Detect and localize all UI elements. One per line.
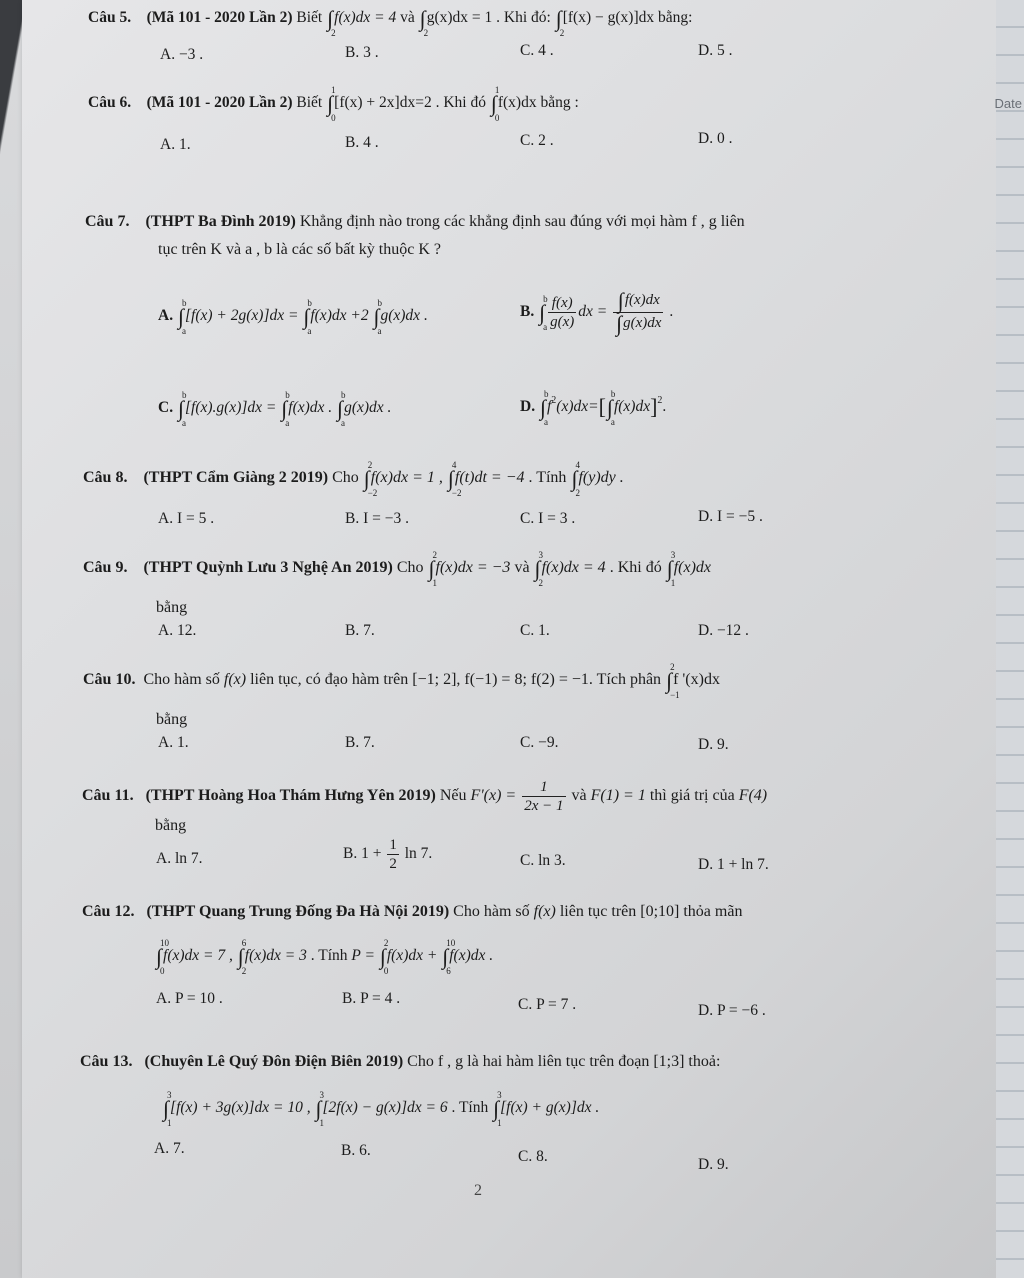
question-12: Câu 12. (THPT Quang Trung Đống Đa Hà Nội 2019) Cho hàm số f(x) liên tục trên [0;10] thỏa mãn	[82, 903, 743, 920]
question-number: Câu 9.	[83, 559, 128, 576]
answer-d: D. 1 + ln 7.	[698, 856, 769, 873]
page-number: 2	[474, 1182, 482, 1199]
option-7b: B. ∫ b a $\frac{f(x)}{g(x)}$ dx = $\frac{\int f(x)dx}{\int g(x)dx}$ .	[520, 288, 674, 336]
answer-c: C. 2 .	[520, 132, 554, 149]
answer-d: D. 9.	[698, 1156, 729, 1173]
question-source: (Mã 101 - 2020 Lần 2)	[146, 9, 293, 26]
option-7c: C. ∫ b a [f(x).g(x)]dx = ∫ b a f(x)dx . ∫ b a g(x)dx .	[158, 390, 392, 428]
answer-a: A. 1.	[158, 734, 189, 751]
answer-c: C. 4 .	[520, 42, 554, 59]
question-source: (THPT Quỳnh Lưu 3 Nghệ An 2019)	[143, 559, 393, 576]
answer-c: C. I = 3 .	[520, 510, 576, 527]
question-13-line-2: ∫ 3 1 [f(x) + 3g(x)]dx = 10 , ∫ 3 1 [2f(x) − g(x)]dx = 6 . Tính ∫ 3 1 [f(x) + g(x)]dx .	[163, 1090, 600, 1128]
answer-c: C. −9.	[520, 734, 559, 751]
answer-b: B. 1 + $\frac{1}{2}$ ln 7.	[343, 837, 433, 872]
question-9-line-2: bằng	[156, 599, 188, 616]
question-5: Câu 5. (Mã 101 - 2020 Lần 2) Biết ∫ 2 f(x)dx = 4 và ∫ 2 g(x)dx = 1 . Khi đó: ∫ 2 [f(x) − g(x)]dx bằng:	[88, 6, 693, 38]
answer-a: A. 7.	[154, 1140, 185, 1157]
option-7a: A. ∫ b a [f(x) + 2g(x)]dx = ∫ b a f(x)dx +2 ∫ b a g(x)dx .	[158, 298, 428, 336]
answer-c: C. 8.	[518, 1148, 548, 1165]
question-source: (THPT Cẩm Giàng 2 2019)	[143, 469, 329, 486]
answer-b: B. 3 .	[345, 44, 379, 61]
answer-a: A. P = 10 .	[156, 990, 223, 1007]
answer-b: B. P = 4 .	[342, 990, 401, 1007]
question-source: (Mã 101 - 2020 Lần 2)	[146, 94, 293, 111]
question-source: (THPT Hoàng Hoa Thám Hưng Yên 2019)	[145, 787, 436, 805]
question-13: Câu 13. (Chuyên Lê Quý Đôn Điện Biên 2019) Cho f , g là hai hàm liên tục trên đoạn [1;3] thoả:	[80, 1053, 721, 1070]
question-number: Câu 7.	[85, 213, 130, 230]
question-source: (Chuyên Lê Quý Đôn Điện Biên 2019)	[144, 1053, 404, 1070]
answer-d: D. I = −5 .	[698, 508, 763, 525]
question-7: Câu 7. (THPT Ba Đình 2019) Khẳng định nào trong các khẳng định sau đúng với mọi hàm f , g liên	[85, 213, 745, 230]
question-8: Câu 8. (THPT Cẩm Giàng 2 2019) Cho ∫ 2 −2 f(x)dx = 1 , ∫ 4 −2 f(t)dt = −4 . Tính ∫ 4 2 f(y)dy .	[83, 460, 624, 498]
edge-date-label: Date	[994, 96, 1022, 111]
answer-d: D. 9.	[698, 736, 729, 753]
question-source: (THPT Quang Trung Đống Đa Hà Nội 2019)	[146, 903, 450, 920]
answer-d: D. −12 .	[698, 622, 749, 639]
answer-d: D. P = −6 .	[698, 1002, 766, 1019]
question-6: Câu 6. (Mã 101 - 2020 Lần 2) Biết ∫ 1 0 [f(x) + 2x]dx=2 . Khi đó ∫ 1 0 f(x)dx bằng :	[88, 85, 579, 123]
answer-d: D. 5 .	[698, 42, 733, 59]
question-source: (THPT Ba Đình 2019)	[145, 213, 296, 230]
notebook-edge	[996, 0, 1024, 1278]
question-10: Câu 10. Cho hàm số f(x) liên tục, có đạo hàm trên [−1; 2], f(−1) = 8; f(2) = −1. Tích phân ∫ 2 −1 f '(x)dx	[83, 662, 720, 700]
question-number: Câu 13.	[80, 1053, 133, 1070]
answer-d: D. 0 .	[698, 130, 733, 147]
question-number: Câu 11.	[82, 787, 134, 805]
answer-c: C. P = 7 .	[518, 996, 577, 1013]
question-number: Câu 6.	[88, 94, 132, 111]
answer-c: C. 1.	[520, 622, 550, 639]
question-number: Câu 8.	[83, 469, 128, 486]
answer-b: B. 7.	[345, 734, 375, 751]
answer-b: B. 4 .	[345, 134, 379, 151]
question-7-line-2: tục trên K và a , b là các số bất kỳ thuộc K ?	[158, 241, 442, 258]
question-number: Câu 12.	[82, 903, 135, 920]
question-11-line-2: bằng	[155, 817, 187, 834]
question-11: Câu 11. (THPT Hoàng Hoa Thám Hưng Yên 2019) Nếu F'(x) = $\frac{1}{2x - 1}$ và F(1) = 1 thì giá trị của F(4)	[82, 779, 768, 814]
answer-c: C. ln 3.	[520, 852, 566, 869]
question-number: Câu 5.	[88, 9, 132, 26]
question-number: Câu 10.	[83, 671, 136, 688]
question-10-line-2: bằng	[156, 711, 188, 728]
answer-b: B. 7.	[345, 622, 375, 639]
question-9: Câu 9. (THPT Quỳnh Lưu 3 Nghệ An 2019) Cho ∫ 2 1 f(x)dx = −3 và ∫ 3 2 f(x)dx = 4 . Khi đó ∫ 3 1 f(x)dx	[83, 550, 712, 588]
answer-a: A. 1.	[160, 136, 191, 153]
answer-a: A. 12.	[158, 622, 197, 639]
answer-a: A. ln 7.	[156, 850, 203, 867]
option-7d: D. ∫ b a $f^2(x)dx=[\int$ b a f(x)dx]$^2$.	[520, 389, 667, 427]
answer-b: B. 6.	[341, 1142, 371, 1159]
answer-a: A. −3 .	[160, 46, 204, 63]
question-12-line-2: ∫ 10 0 f(x)dx = 7 , ∫ 6 2 f(x)dx = 3 . Tính P = ∫ 2 0 f(x)dx + ∫ 10 6 f(x)dx .	[156, 938, 494, 976]
answer-a: A. I = 5 .	[158, 510, 215, 527]
answer-b: B. I = −3 .	[345, 510, 409, 527]
